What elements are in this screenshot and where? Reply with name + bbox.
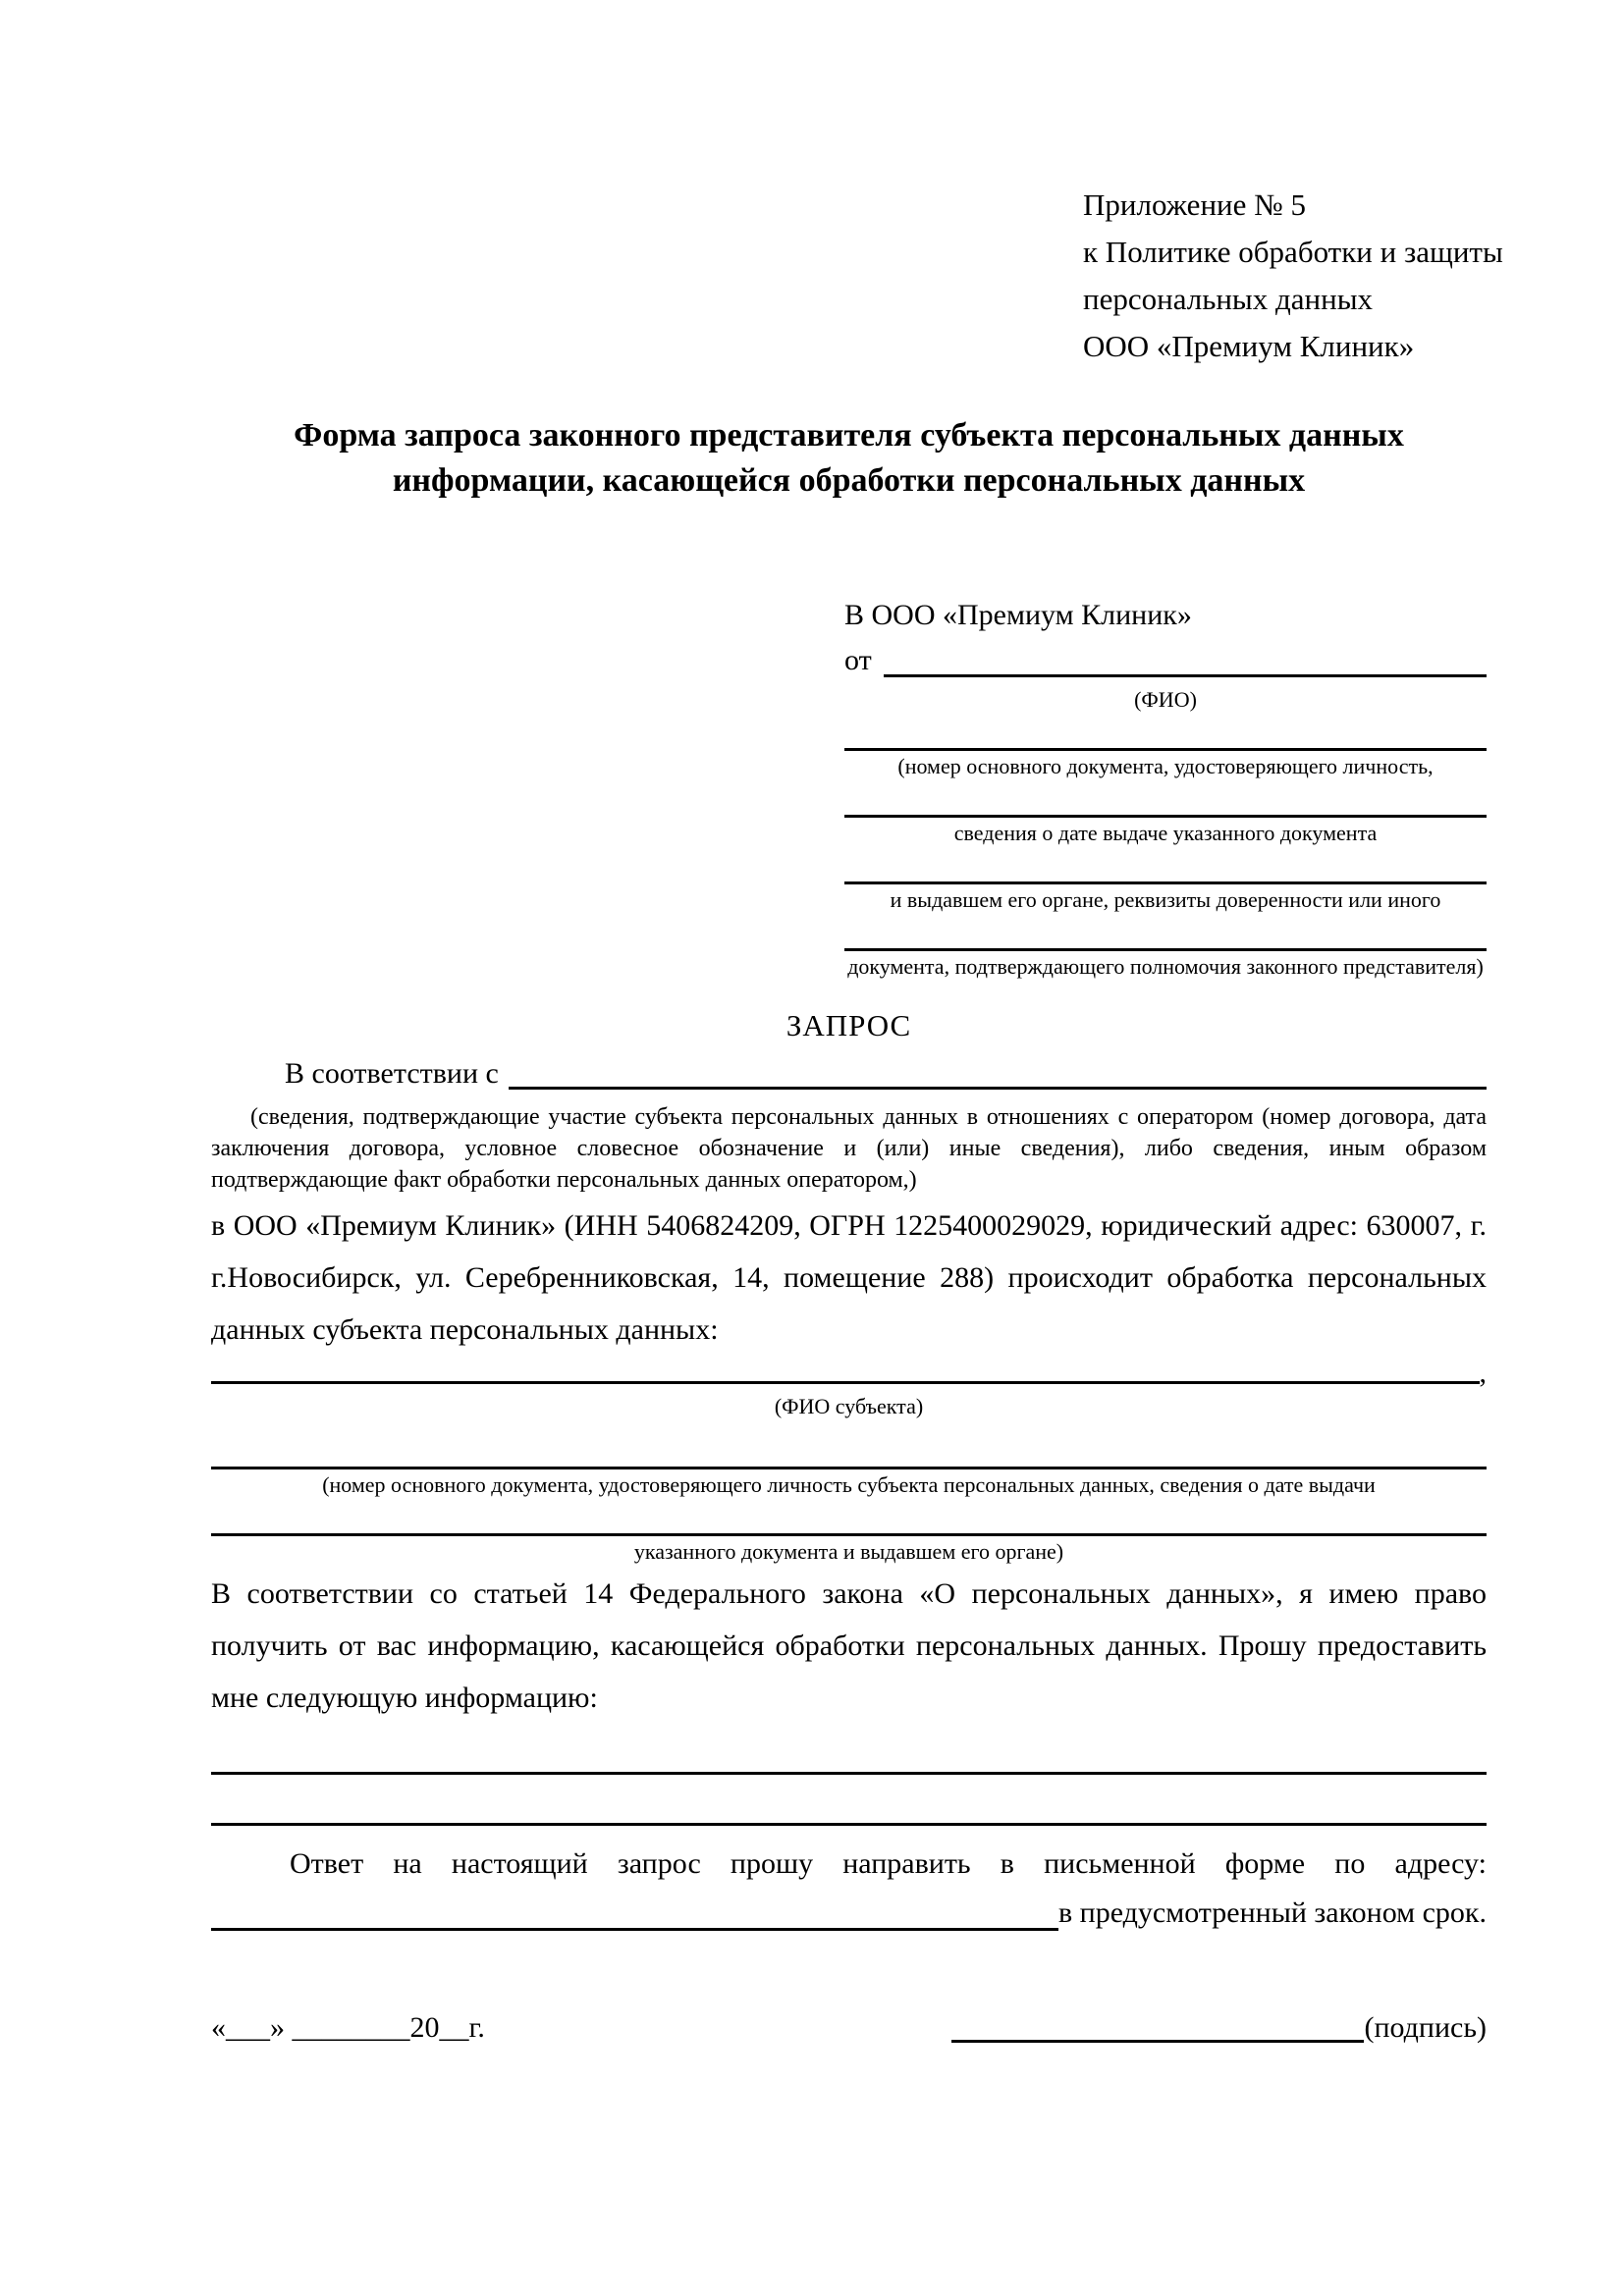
signature-blank-line — [951, 2040, 1364, 2043]
subject-doc-caption-1: (номер основного документа, удостоверяющего личность субъекта персональных данных, сведения о дате выдачи — [322, 1472, 1376, 1497]
recipient-line: В ООО «Премиум Клиник» — [844, 599, 1192, 631]
answer-address-row — [211, 1889, 1487, 1938]
title-line-2: информации, касающейся обработки персональных данных — [392, 462, 1306, 499]
appendix-line: Приложение № 5 — [1083, 187, 1306, 222]
accordance-row — [211, 1051, 1487, 1096]
answer-suffix: в предусмотренный законом срок. — [1058, 1896, 1487, 1929]
address-blank-line — [211, 1928, 1058, 1931]
representative-fio-blank-line — [884, 674, 1487, 677]
blank-line — [844, 845, 1487, 884]
fio-caption: (ФИО) — [1134, 687, 1197, 712]
blank-line — [844, 778, 1487, 818]
appendix-line: персональных данных — [1083, 282, 1374, 316]
operator-relation-note: (сведения, подтверждающие участие субъекта персональных данных в отношениях с оператором (номер договора, дата заключения договора, условное словесное обозначение и (или) иные сведения), либо сведения, иным образом подтверждающие факт обработки персональных данных оператором,) — [211, 1104, 1487, 1193]
blank-line — [211, 1775, 1487, 1826]
subject-fio-blank-line — [211, 1381, 1480, 1384]
blank-caption-3: и выдавшем его органе, реквизиты доверенности или иного — [890, 887, 1441, 912]
date-signature-row — [211, 2006, 1487, 2050]
subject-doc-caption-2: указанного документа и выдавшем его органе) — [633, 1539, 1064, 1564]
appendix-line: к Политике обработки и защиты — [1083, 235, 1503, 269]
signature-caption: (подпись) — [1364, 2011, 1487, 2044]
from-label: от — [844, 644, 872, 676]
subject-fio-row — [211, 1356, 1487, 1391]
blank-line — [211, 1430, 1487, 1469]
blank-caption-4: документа, подтверждающего полномочия законного представителя) — [847, 954, 1484, 979]
appendix-block — [1083, 182, 1503, 370]
date-line: «___» ________20__г. — [211, 2011, 485, 2044]
title-line-1: Форма запроса законного представителя субъекта персональных данных — [294, 417, 1404, 454]
signature-area — [951, 2006, 1487, 2050]
law-paragraph: В соответствии со статьей 14 Федерального закона «О персональных данных», я имею право получить от вас информацию, касающейся обработки персональных данных. Прошу предоставить мне следующую информацию: — [211, 1577, 1487, 1714]
accordance-blank-line — [509, 1087, 1487, 1090]
appendix-line: ООО «Премиум Клиник» — [1083, 329, 1415, 363]
subject-fio-comma: , — [1479, 1357, 1487, 1389]
document-title — [211, 413, 1487, 504]
blank-line — [211, 1497, 1487, 1536]
from-row — [844, 637, 1487, 684]
blank-caption-2: сведения о дате выдаче указанного документа — [953, 821, 1378, 845]
blank-line — [844, 912, 1487, 951]
addressee-block — [844, 594, 1487, 979]
request-heading: ЗАПРОС — [785, 1008, 912, 1042]
accordance-label: В соответствии с — [285, 1057, 499, 1090]
blank-line — [211, 1735, 1487, 1775]
answer-paragraph-line: Ответ на настоящий запрос прошу направить в письменной форме по адресу: — [290, 1847, 1487, 1880]
subject-fio-caption: (ФИО субъекта) — [774, 1394, 924, 1418]
operator-paragraph: в ООО «Премиум Клиник» (ИНН 5406824209, ОГРН 1225400029029, юридический адрес: 630007, г. г.Новосибирск, ул. Серебренниковская, 14, помещение 288) происходит обработка персональных данных субъекта персональных данных: — [211, 1209, 1487, 1346]
blank-line — [844, 712, 1487, 751]
blank-caption-1: (номер основного документа, удостоверяющего личность, — [897, 754, 1434, 778]
